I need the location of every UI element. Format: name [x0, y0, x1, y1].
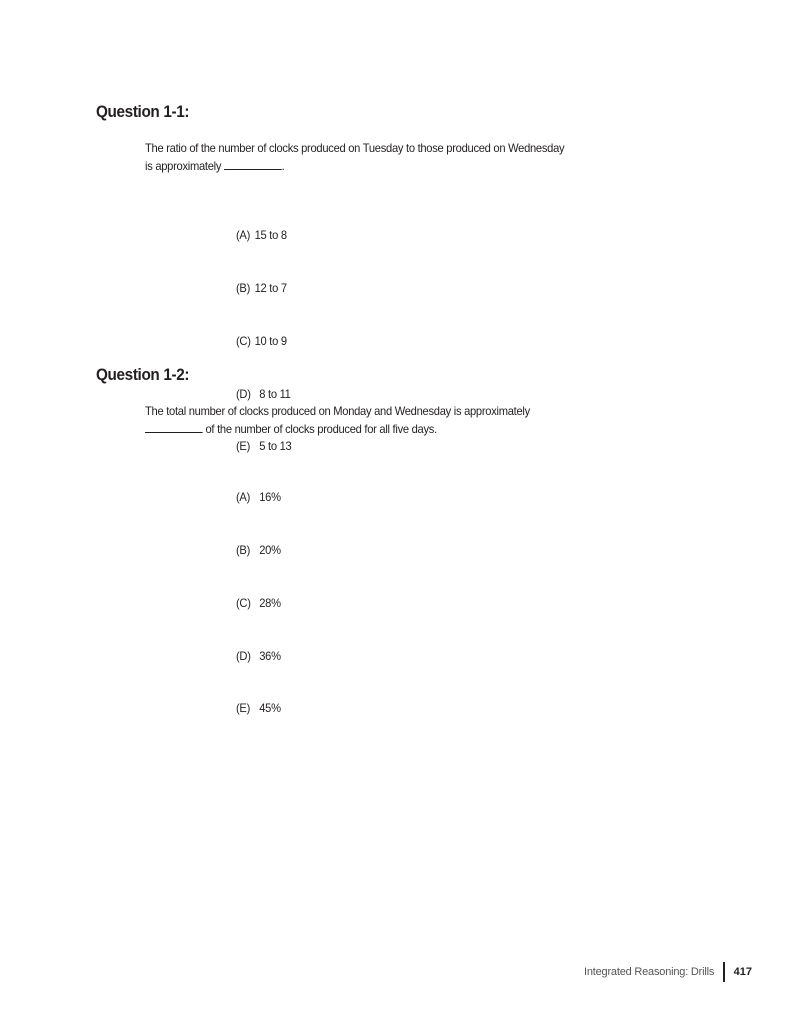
answer-option[interactable]	[236, 280, 291, 298]
prompt-text: of the number of clocks produced for all five days.	[205, 422, 437, 436]
prompt-line: The total number of clocks produced on Monday and Wednesday is approximately	[145, 404, 530, 418]
prompt-line: The ratio of the number of clocks produced on Tuesday to those produced on Wednesday	[145, 141, 565, 155]
option-text: 8 to 11	[259, 386, 291, 401]
option-text: 12 to 7	[254, 280, 287, 295]
question-1-2-prompt	[145, 402, 530, 438]
option-letter: (B)	[236, 542, 251, 557]
option-text: 20%	[259, 542, 281, 557]
prompt-text: .	[281, 159, 285, 173]
footer-divider	[723, 962, 725, 982]
page-footer	[584, 962, 752, 982]
option-text: 45%	[259, 701, 281, 716]
answer-option[interactable]	[236, 489, 281, 507]
option-text: 36%	[259, 648, 281, 663]
option-letter: (E)	[236, 701, 251, 716]
answer-option[interactable]	[236, 542, 281, 560]
page-number: 417	[733, 966, 752, 978]
option-letter: (C)	[236, 333, 251, 348]
answer-option[interactable]	[236, 386, 291, 404]
question-1-1-title: Question 1-1:	[96, 102, 190, 121]
question-1-1-prompt	[145, 139, 564, 175]
answer-option[interactable]	[236, 595, 281, 613]
option-letter: (C)	[236, 595, 251, 610]
option-text: 15 to 8	[254, 228, 287, 243]
option-text: 28%	[259, 595, 281, 610]
prompt-line	[145, 157, 564, 175]
option-text: 16%	[259, 490, 281, 505]
section-title: Integrated Reasoning: Drills	[584, 966, 715, 978]
option-text: 10 to 9	[254, 333, 287, 348]
answer-blank	[145, 421, 203, 433]
answer-option[interactable]	[236, 648, 281, 666]
option-letter: (E)	[236, 439, 251, 454]
option-text: 5 to 13	[259, 439, 292, 454]
answer-option[interactable]	[236, 227, 291, 245]
question-1-2-title: Question 1-2:	[96, 365, 190, 384]
prompt-text: is approximately	[145, 159, 222, 173]
option-letter: (D)	[236, 386, 251, 401]
option-letter: (A)	[236, 228, 251, 243]
option-letter: (A)	[236, 490, 251, 505]
question-1-2-options	[236, 454, 281, 736]
answer-blank	[224, 158, 282, 170]
option-letter: (D)	[236, 648, 251, 663]
prompt-line	[145, 420, 530, 438]
option-letter: (B)	[236, 280, 251, 295]
answer-option[interactable]	[236, 700, 281, 718]
answer-option[interactable]	[236, 333, 291, 351]
